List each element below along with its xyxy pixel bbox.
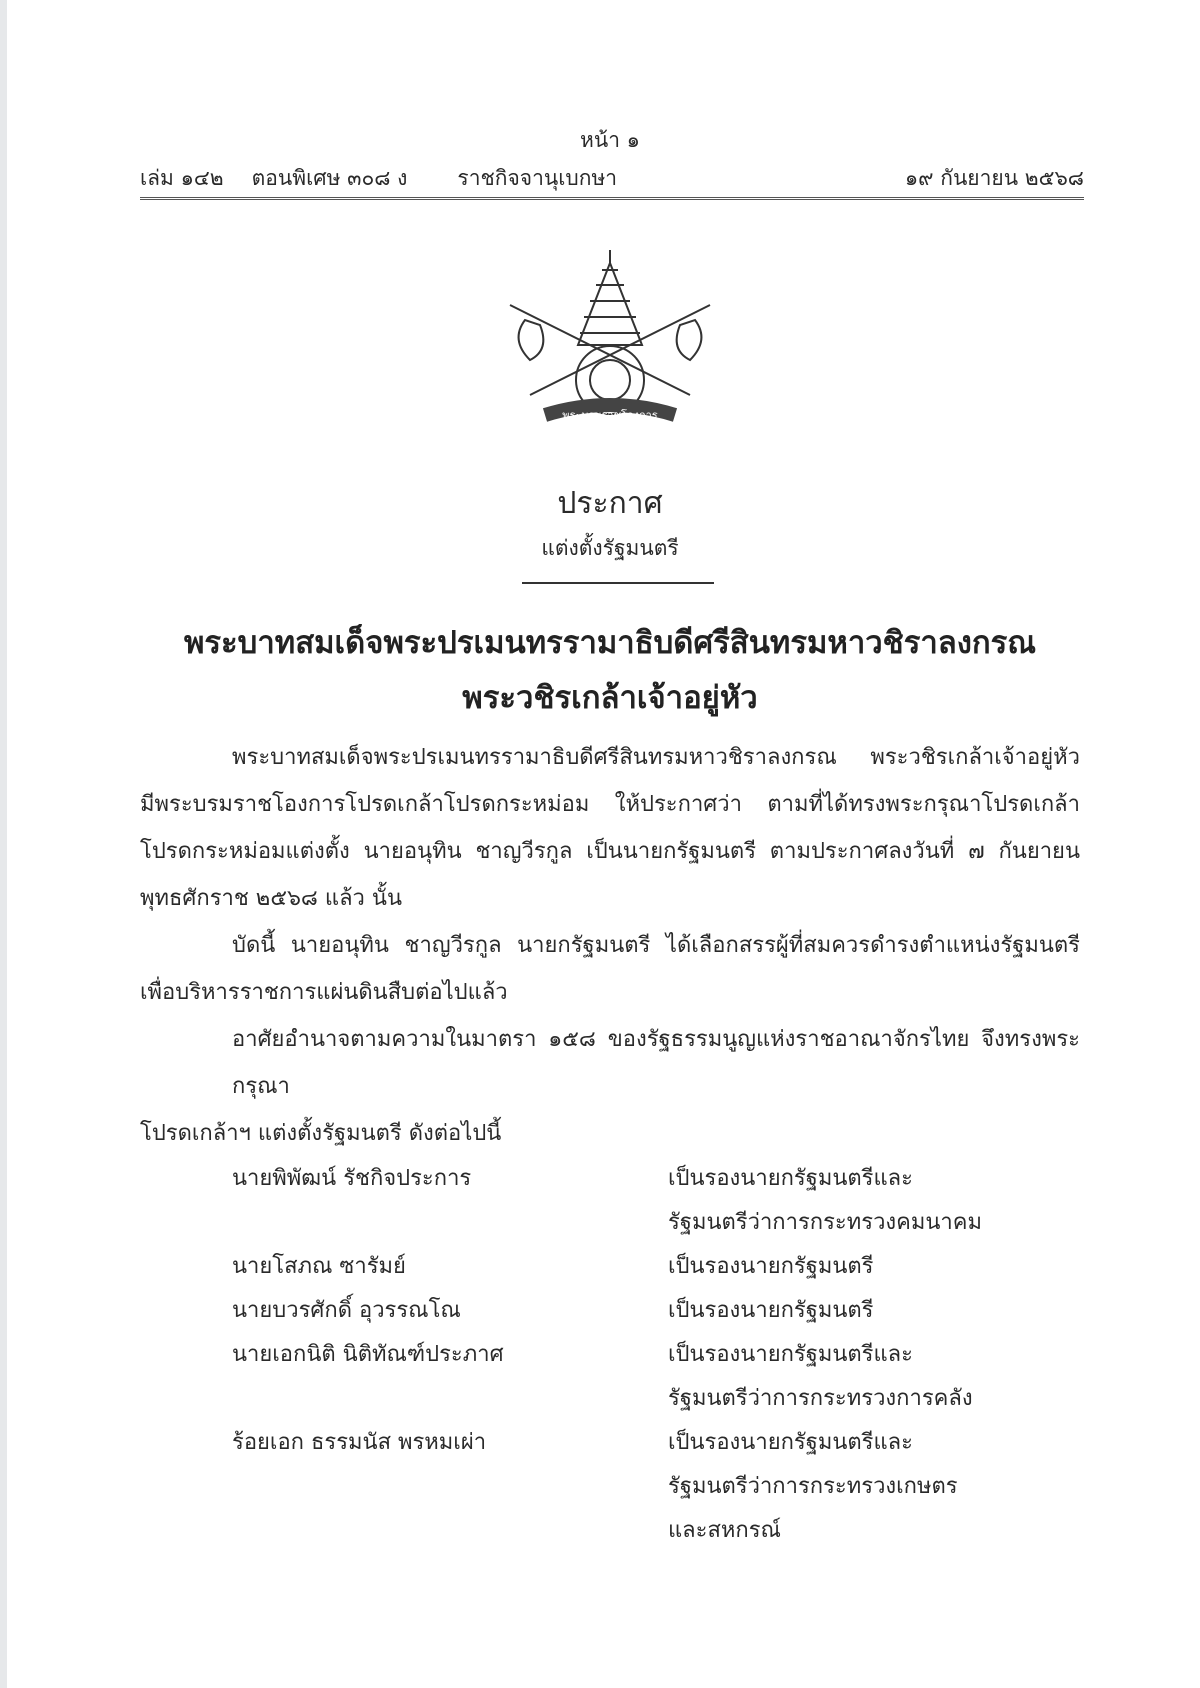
volume: เล่ม ๑๔๒ xyxy=(140,166,224,190)
announcement-text xyxy=(140,734,1080,1157)
header-divider xyxy=(140,197,1084,200)
emblem-inscription: พระบรมราชโองการ xyxy=(562,409,658,422)
appointee-list xyxy=(232,1157,1080,1553)
gazette-header xyxy=(140,162,1084,195)
paragraph-1-line-4: พุทธศักราช ๒๕๖๘ แล้ว นั้น xyxy=(140,886,402,911)
paragraph-3-line-1: อาศัยอำนาจตามความในมาตรา ๑๕๘ ของรัฐธรรมนูญแห่งราชอาณาจักรไทย จึงทรงพระกรุณา xyxy=(232,1027,1080,1099)
appointee-position: เป็นรองนายกรัฐมนตรีและ xyxy=(668,1342,913,1367)
page-number: หน้า ๑ xyxy=(580,128,640,152)
document-subtitle: แต่งตั้งรัฐมนตรี xyxy=(541,536,679,560)
document-title: ประกาศ xyxy=(557,486,663,521)
appointee-position: รัฐมนตรีว่าการกระทรวงการคลัง xyxy=(668,1386,973,1411)
appointee-position: รัฐมนตรีว่าการกระทรวงคมนาคม xyxy=(668,1210,982,1235)
king-name-line-1: พระบาทสมเด็จพระปรเมนทรรามาธิบดีศรีสินทรมหาวชิราลงกรณ xyxy=(183,625,1037,661)
document-body xyxy=(0,484,1200,1553)
paragraph-1-line-1: พระบาทสมเด็จพระปรเมนทรรามาธิบดีศรีสินทรมหาวชิราลงกรณ พระวชิรเกล้าเจ้าอยู่หัว xyxy=(232,745,1080,770)
appointee-row xyxy=(232,1157,1080,1245)
appointee-row xyxy=(232,1289,1080,1333)
publication-name: ราชกิจจานุเบกษา xyxy=(457,166,618,190)
publication-date: ๑๙ กันยายน ๒๕๖๘ xyxy=(904,166,1084,190)
paragraph-2-line-1: บัดนี้ นายอนุทิน ชาญวีรกูล นายกรัฐมนตรี ได้เลือกสรรผู้ที่สมควรดำรงตำแหน่งรัฐมนตรี xyxy=(232,933,1080,958)
paragraph-3-line-2: โปรดเกล้าฯ แต่งตั้งรัฐมนตรี ดังต่อไปนี้ xyxy=(140,1121,502,1146)
appointee-name: นายโสภณ ซารัมย์ xyxy=(232,1254,406,1279)
appointee-position: เป็นรองนายกรัฐมนตรี xyxy=(668,1298,874,1323)
appointee-row xyxy=(232,1333,1080,1421)
royal-seal-emblem xyxy=(490,245,730,440)
appointee-position: และสหกรณ์ xyxy=(668,1518,781,1543)
title-divider xyxy=(522,582,714,584)
section: ตอนพิเศษ ๓๐๘ ง xyxy=(251,166,408,190)
appointee-row xyxy=(232,1421,1080,1553)
paragraph-1-line-2: มีพระบรมราชโองการโปรดเกล้าโปรดกระหม่อม ให้ประกาศว่า ตามที่ได้ทรงพระกรุณาโปรดเกล้า xyxy=(140,792,1080,817)
appointee-position: เป็นรองนายกรัฐมนตรี xyxy=(668,1254,874,1279)
appointee-name: นายบวรศักดิ์ อุวรรณโณ xyxy=(232,1298,461,1323)
appointee-name: นายเอกนิติ นิติทัณฑ์ประภาศ xyxy=(232,1342,504,1367)
appointee-position: เป็นรองนายกรัฐมนตรีและ xyxy=(668,1166,913,1191)
appointee-position: รัฐมนตรีว่าการกระทรวงเกษตร xyxy=(668,1474,958,1499)
king-name-line-2: พระวชิรเกล้าเจ้าอยู่หัว xyxy=(462,680,758,716)
paragraph-2-line-2: เพื่อบริหารราชการแผ่นดินสืบต่อไปแล้ว xyxy=(140,980,508,1005)
paragraph-1-line-3: โปรดกระหม่อมแต่งตั้ง นายอนุทิน ชาญวีรกูล เป็นนายกรัฐมนตรี ตามประกาศลงวันที่ ๗ กันยายน xyxy=(140,839,1080,864)
appointee-name: นายพิพัฒน์ รัชกิจประการ xyxy=(232,1166,472,1191)
appointee-name: ร้อยเอก ธรรมนัส พรหมเผ่า xyxy=(232,1430,487,1455)
appointee-row xyxy=(232,1245,1080,1289)
appointee-position: เป็นรองนายกรัฐมนตรีและ xyxy=(668,1430,913,1455)
